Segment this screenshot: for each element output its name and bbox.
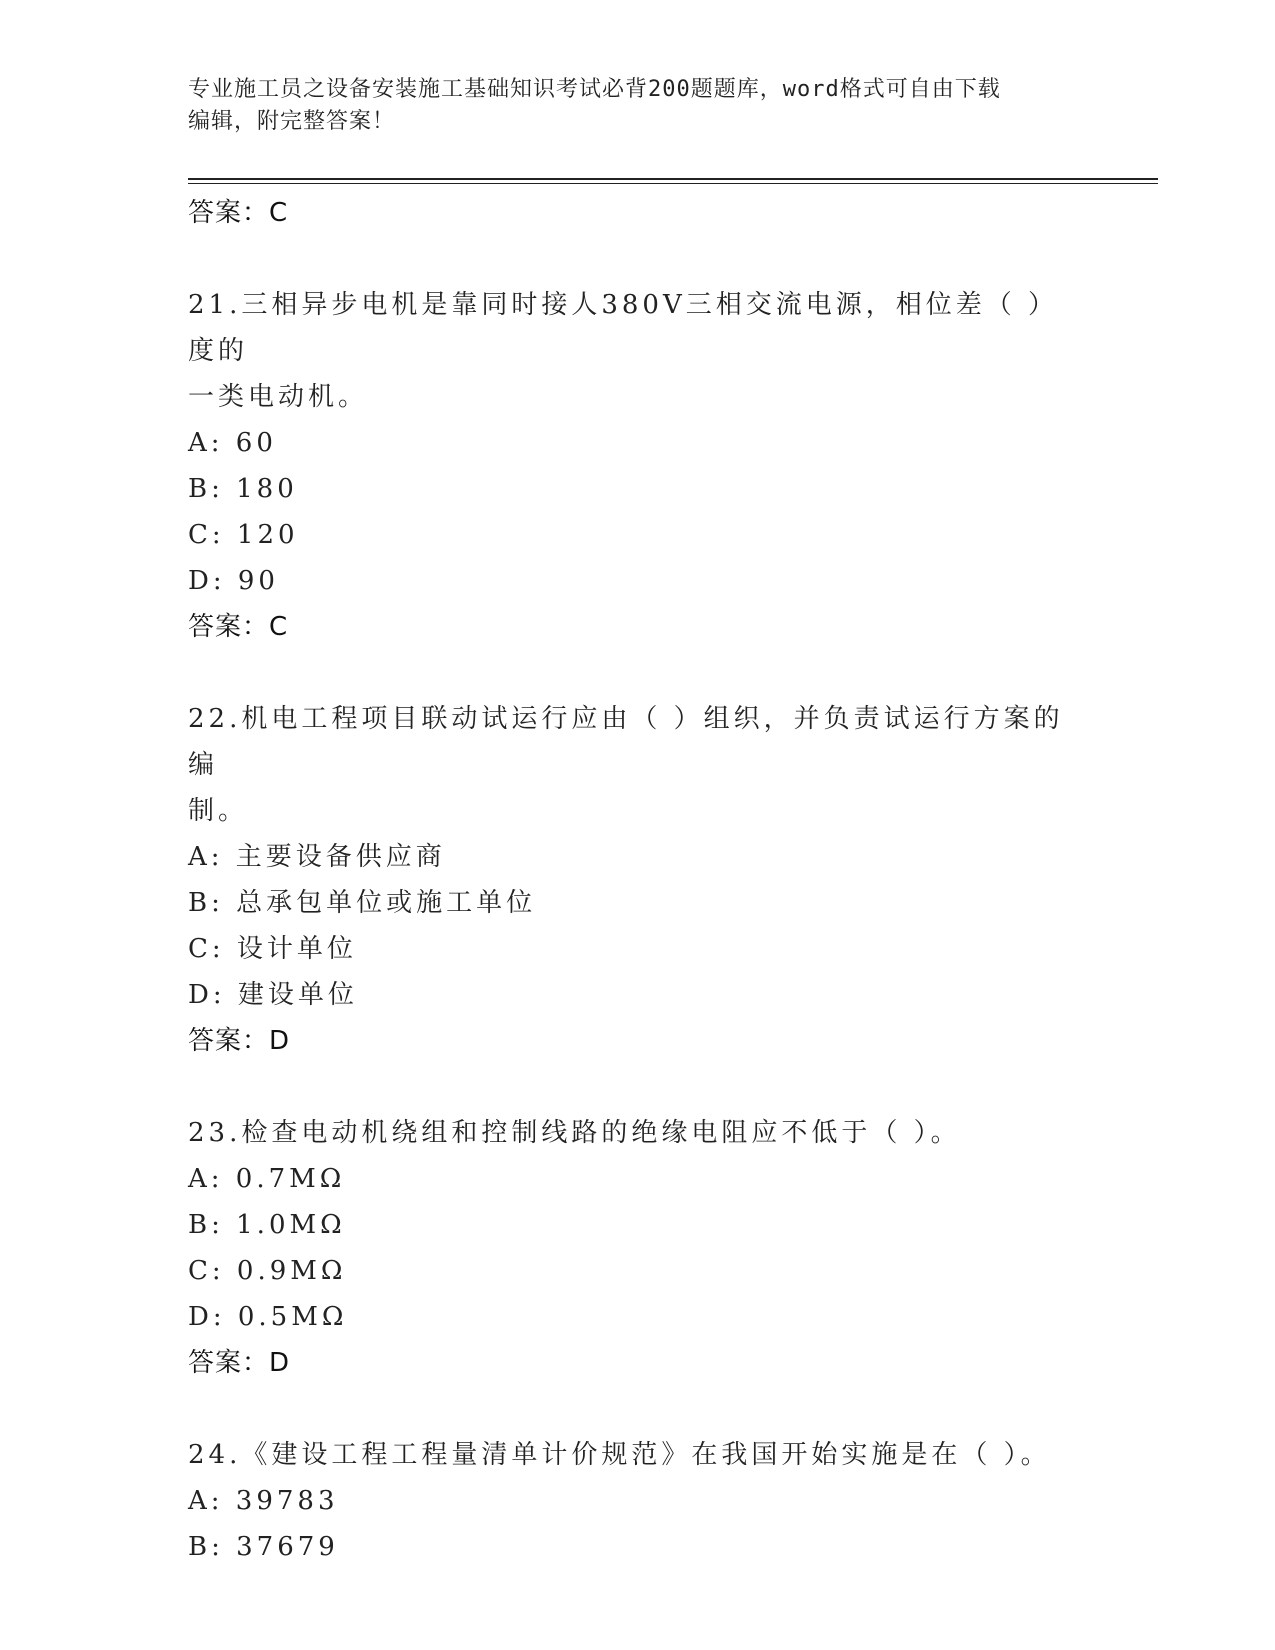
question-stem-line: 21.三相异步电机是靠同时接人380V三相交流电源，相位差（ ）度的 [188,290,1059,366]
header-title-line-1: 专业施工员之设备安装施工基础知识考试必背200题题库，word格式可自由下载 [188,77,1001,102]
question-stem-line: 22.机电工程项目联动试运行应由（ ）组织，并负责试运行方案的编 [188,704,1064,780]
answer-line: 答案：D [188,1348,291,1378]
document-header [188,74,1068,138]
option-a: A: 39783 [188,1486,339,1516]
answer-line: 答案：C [188,198,289,228]
question-stem [188,1110,1088,1156]
header-title-line-2: 编辑，附完整答案！ [188,109,396,134]
option-b: B: 37679 [188,1532,339,1562]
question-21 [188,282,1088,650]
option-c: C: 设计单位 [188,934,357,964]
option-b: B: 180 [188,474,298,504]
question-stem [188,1432,1088,1478]
option-d: D: 建设单位 [188,980,358,1010]
question-stem-line: 制。 [188,796,249,826]
question-stem [188,696,1088,834]
option-a: A: 60 [188,428,277,458]
option-b: B: 总承包单位或施工单位 [188,888,537,918]
question-23 [188,1110,1088,1386]
question-24 [188,1432,1088,1570]
option-b: B: 1.0MΩ [188,1210,346,1240]
question-stem-line: 23.检查电动机绕组和控制线路的绝缘电阻应不低于（ ）。 [188,1118,961,1148]
question-stem-line: 24.《建设工程工程量清单计价规范》在我国开始实施是在（ ）。 [188,1440,1051,1470]
option-d: D: 90 [188,566,279,596]
option-a: A: 主要设备供应商 [188,842,446,872]
option-c: C: 120 [188,520,299,550]
answer-line: 答案：C [188,612,289,642]
answer-line: 答案：D [188,1026,291,1056]
question-stem [188,282,1088,420]
option-a: A: 0.7MΩ [188,1164,346,1194]
question-stem-line: 一类电动机。 [188,382,369,412]
option-c: C: 0.9MΩ [188,1256,347,1286]
header-divider [188,178,1158,184]
question-22 [188,696,1088,1064]
option-d: D: 0.5MΩ [188,1302,348,1332]
document-content [188,190,1088,1570]
